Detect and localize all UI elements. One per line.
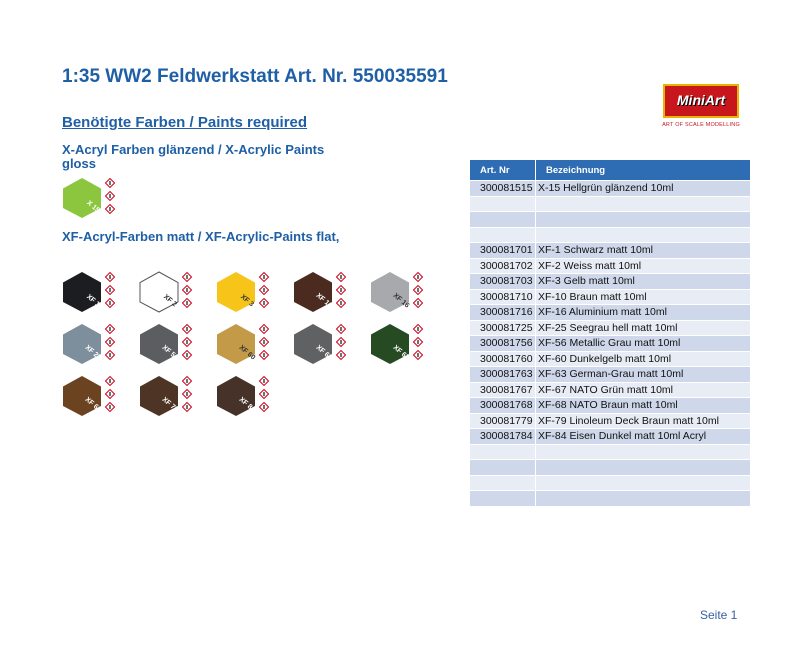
miniart-logo: [659, 84, 743, 130]
hazard-pictograms-icon: [336, 324, 348, 363]
paint-swatch: [139, 271, 209, 315]
flammable-icon: [259, 272, 269, 282]
bezeichnung-cell: XF-10 Braun matt 10ml: [536, 289, 751, 305]
flammable-icon: [182, 324, 192, 334]
hazard-pictograms-icon: [259, 272, 271, 311]
flammable-icon: [259, 376, 269, 386]
logo-badge: [663, 84, 739, 118]
table-row: [470, 460, 751, 476]
bezeichnung-cell: XF-68 NATO Braun matt 10ml: [536, 398, 751, 414]
paint-hexagon-icon: [139, 375, 179, 417]
bezeichnung-cell: XF-67 NATO Grün matt 10ml: [536, 382, 751, 398]
logo-brand: MiniArt: [676, 92, 726, 108]
art-nr-cell: [470, 196, 536, 212]
paint-swatch: [216, 271, 286, 315]
table-row: [470, 196, 751, 212]
bezeichnung-cell: XF-60 Dunkelgelb matt 10ml: [536, 351, 751, 367]
bezeichnung-cell: XF-56 Metallic Grau matt 10ml: [536, 336, 751, 352]
exclamation-icon: [336, 337, 346, 347]
bezeichnung-cell: [536, 227, 751, 243]
paint-code-label: XF 67: [391, 344, 410, 362]
art-nr-cell: 300081716: [470, 305, 536, 321]
bezeichnung-cell: XF-63 German-Grau matt 10ml: [536, 367, 751, 383]
art-nr-cell: 300081710: [470, 289, 536, 305]
art-nr-cell: 300081756: [470, 336, 536, 352]
paint-swatch: [62, 177, 132, 221]
table-row: [470, 289, 751, 305]
hazard-pictograms-icon: [259, 324, 271, 363]
paint-swatch: [216, 323, 286, 367]
exclamation-icon: [182, 389, 192, 399]
art-nr-cell: 300081701: [470, 243, 536, 259]
paint-swatch: [216, 375, 286, 419]
health-hazard-icon: [105, 402, 115, 412]
table-row: [470, 475, 751, 491]
paint-code-label: XF 56: [160, 344, 179, 362]
bezeichnung-cell: [536, 460, 751, 476]
health-hazard-icon: [336, 350, 346, 360]
table-row: [470, 305, 751, 321]
paint-swatch: [370, 271, 440, 315]
paint-hexagon-icon: [62, 271, 102, 313]
column-header-bezeichnung: Bezeichnung: [536, 160, 751, 181]
exclamation-icon: [105, 337, 115, 347]
hazard-pictograms-icon: [336, 272, 348, 311]
exclamation-icon: [182, 285, 192, 295]
paint-hexagon-icon: [62, 375, 102, 417]
flammable-icon: [105, 376, 115, 386]
table-row: [470, 320, 751, 336]
hazard-pictograms-icon: [182, 272, 194, 311]
bezeichnung-cell: XF-2 Weiss matt 10ml: [536, 258, 751, 274]
health-hazard-icon: [259, 298, 269, 308]
flammable-icon: [336, 324, 346, 334]
art-nr-cell: 300081768: [470, 398, 536, 414]
health-hazard-icon: [259, 350, 269, 360]
paint-code-label: X 15: [85, 199, 101, 215]
table-row: [470, 491, 751, 507]
table-body: [470, 181, 751, 507]
paint-hexagon-icon: [216, 375, 256, 417]
paint-hexagon-icon: [293, 271, 333, 313]
page-number: Seite 1: [700, 608, 738, 622]
paint-swatch: [370, 323, 440, 367]
health-hazard-icon: [413, 350, 423, 360]
paint-code-label: XF 60: [237, 344, 256, 362]
health-hazard-icon: [105, 350, 115, 360]
flammable-icon: [105, 178, 115, 188]
table-row: [470, 351, 751, 367]
bezeichnung-cell: XF-16 Aluminium matt 10ml: [536, 305, 751, 321]
exclamation-icon: [105, 389, 115, 399]
exclamation-icon: [105, 285, 115, 295]
column-header-art-nr: Art. Nr: [470, 160, 536, 181]
table-row: [470, 243, 751, 259]
paint-code-label: XF 68: [83, 396, 102, 414]
art-nr-cell: [470, 212, 536, 228]
paint-code-label: XF 2: [162, 293, 178, 309]
hazard-pictograms-icon: [105, 376, 117, 415]
art-nr-cell: [470, 444, 536, 460]
paint-hexagon-icon: [139, 323, 179, 365]
paint-code-label: XF 1: [85, 293, 101, 309]
table-row: [470, 398, 751, 414]
hazard-pictograms-icon: [413, 272, 425, 311]
hazard-pictograms-icon: [105, 272, 117, 311]
paint-code-label: XF 79: [160, 396, 179, 414]
art-nr-cell: 300081515: [470, 181, 536, 197]
hazard-pictograms-icon: [105, 324, 117, 363]
paint-hexagon-icon: [62, 177, 102, 219]
paint-swatch: [62, 375, 132, 419]
art-nr-cell: 300081779: [470, 413, 536, 429]
bezeichnung-cell: XF-84 Eisen Dunkel matt 10ml Acryl: [536, 429, 751, 445]
paint-hexagon-icon: [370, 271, 410, 313]
document-title: 1:35 WW2 Feldwerkstatt Art. Nr. 550035591: [62, 66, 448, 87]
paint-swatch: [139, 375, 209, 419]
health-hazard-icon: [336, 298, 346, 308]
paint-hexagon-icon: [139, 271, 179, 313]
flammable-icon: [182, 376, 192, 386]
bezeichnung-cell: X-15 Hellgrün glänzend 10ml: [536, 181, 751, 197]
bezeichnung-cell: XF-3 Gelb matt 10ml: [536, 274, 751, 290]
bezeichnung-cell: XF-25 Seegrau hell matt 10ml: [536, 320, 751, 336]
gloss-section-heading: X-Acryl Farben glänzend / X-Acrylic Paints gloss: [62, 142, 325, 171]
exclamation-icon: [259, 285, 269, 295]
art-nr-cell: 300081702: [470, 258, 536, 274]
paint-code-label: XF 10: [314, 292, 333, 310]
exclamation-icon: [413, 337, 423, 347]
health-hazard-icon: [413, 298, 423, 308]
table-row: [470, 382, 751, 398]
paint-swatch: [62, 271, 132, 315]
health-hazard-icon: [182, 298, 192, 308]
exclamation-icon: [413, 285, 423, 295]
paint-code-label: XF 16: [391, 292, 410, 310]
paint-code-label: XF 3: [239, 293, 255, 309]
health-hazard-icon: [259, 402, 269, 412]
matt-section-heading: XF-Acryl-Farben matt / XF-Acrylic-Paints flat,: [62, 229, 340, 244]
flammable-icon: [182, 272, 192, 282]
art-nr-cell: [470, 227, 536, 243]
exclamation-icon: [259, 337, 269, 347]
art-nr-cell: 300081784: [470, 429, 536, 445]
bezeichnung-cell: [536, 212, 751, 228]
paint-swatch: [293, 323, 363, 367]
table-row: [470, 444, 751, 460]
flammable-icon: [105, 272, 115, 282]
paint-code-label: XF 25: [83, 344, 102, 362]
art-nr-cell: [470, 460, 536, 476]
flammable-icon: [105, 324, 115, 334]
logo-tagline: ART OF SCALE MODELLING: [662, 122, 740, 128]
table-row: [470, 181, 751, 197]
bezeichnung-cell: [536, 196, 751, 212]
paint-swatch: [139, 323, 209, 367]
flammable-icon: [413, 324, 423, 334]
table-header-row: [470, 160, 751, 181]
table-row: [470, 413, 751, 429]
paints-required-heading: Benötigte Farben / Paints required: [62, 114, 308, 131]
health-hazard-icon: [105, 204, 115, 214]
bezeichnung-cell: [536, 491, 751, 507]
table-row: [470, 258, 751, 274]
paint-hexagon-icon: [293, 323, 333, 365]
exclamation-icon: [105, 191, 115, 201]
art-nr-cell: [470, 491, 536, 507]
table-row: [470, 274, 751, 290]
bezeichnung-cell: XF-79 Linoleum Deck Braun matt 10ml: [536, 413, 751, 429]
hazard-pictograms-icon: [413, 324, 425, 363]
hazard-pictograms-icon: [182, 324, 194, 363]
art-nr-cell: 300081767: [470, 382, 536, 398]
exclamation-icon: [259, 389, 269, 399]
paint-hexagon-icon: [370, 323, 410, 365]
table-row: [470, 429, 751, 445]
table-row: [470, 212, 751, 228]
exclamation-icon: [336, 285, 346, 295]
health-hazard-icon: [182, 402, 192, 412]
table-row: [470, 227, 751, 243]
paint-hexagon-icon: [216, 323, 256, 365]
paint-swatch: [62, 323, 132, 367]
art-nr-cell: [470, 475, 536, 491]
health-hazard-icon: [105, 298, 115, 308]
art-nr-cell: 300081703: [470, 274, 536, 290]
hazard-pictograms-icon: [105, 178, 117, 217]
bezeichnung-cell: [536, 444, 751, 460]
paint-hexagon-icon: [62, 323, 102, 365]
bezeichnung-cell: [536, 475, 751, 491]
art-nr-cell: 300081725: [470, 320, 536, 336]
paint-hexagon-icon: [216, 271, 256, 313]
art-nr-cell: 300081763: [470, 367, 536, 383]
art-nr-cell: 300081760: [470, 351, 536, 367]
flammable-icon: [259, 324, 269, 334]
paint-code-label: XF 84: [237, 396, 256, 414]
hazard-pictograms-icon: [182, 376, 194, 415]
exclamation-icon: [182, 337, 192, 347]
hazard-pictograms-icon: [259, 376, 271, 415]
paint-code-label: XF 63: [314, 344, 333, 362]
flammable-icon: [413, 272, 423, 282]
table-row: [470, 336, 751, 352]
paints-table: [469, 159, 751, 507]
health-hazard-icon: [182, 350, 192, 360]
paint-swatch: [293, 271, 363, 315]
bezeichnung-cell: XF-1 Schwarz matt 10ml: [536, 243, 751, 259]
table-row: [470, 367, 751, 383]
flammable-icon: [336, 272, 346, 282]
